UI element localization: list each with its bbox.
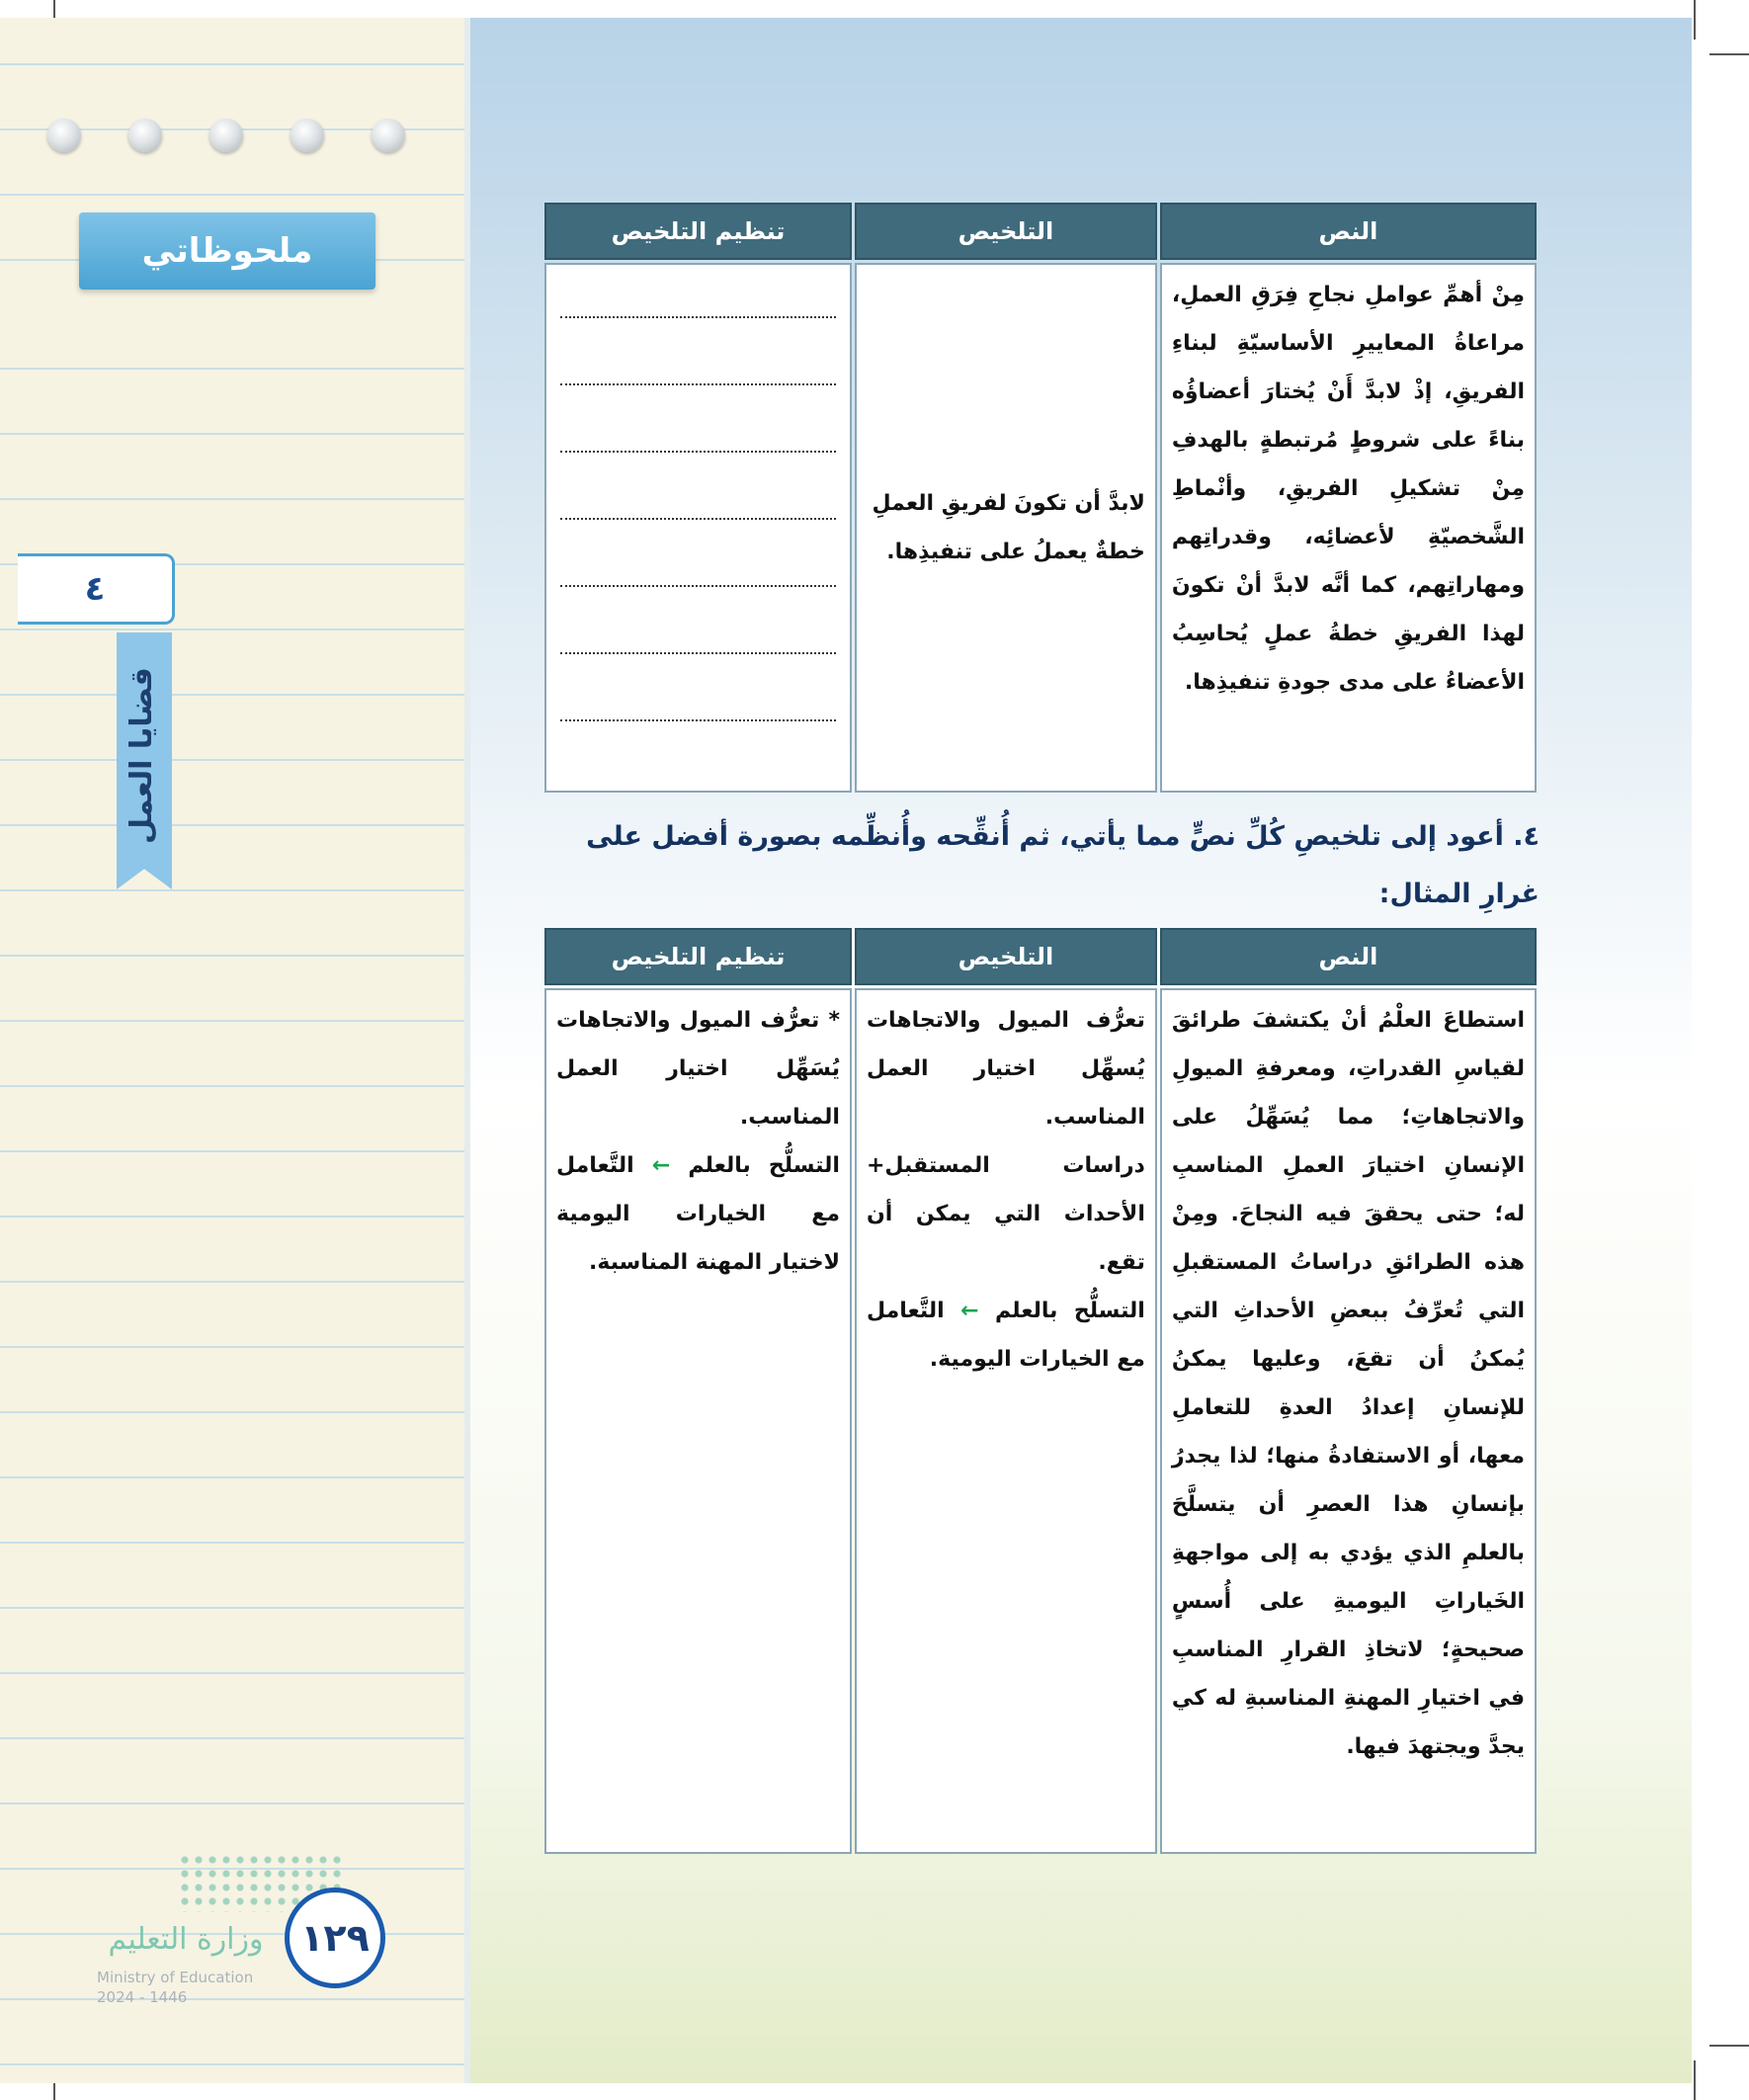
header-text: النص — [1160, 928, 1537, 985]
summary-point: دراسات المستقبل+ الأحداث التي يمكن أن تقع. — [866, 1153, 1145, 1275]
organization-cell — [544, 263, 852, 793]
organization-point-part: التَّعامل مع الخيارات اليومية لاختيار المهنة المناسبة. — [556, 1153, 840, 1275]
header-summary: التلخيص — [855, 203, 1157, 260]
crop-mark — [1709, 2045, 1749, 2047]
crop-mark — [1694, 0, 1696, 40]
text-cell: مِنْ أهمِّ عواملِ نجاحِ فِرَقِ العملِ، مراعاةُ المعاييرِ الأساسيّةِ لبناءِ الفريقِ، إذْ لابدَّ أَنْ يُختارَ أعضاؤُه بناءً على شروطٍ مُرتبطةٍ بالهدفِ مِنْ تشكيلِ الفريقِ، وأنْماطِ الشَّخصيّةِ لأعضائِه، وقدراتِهم ومهاراتِهم، كما أنَّه لابدَّ أنْ تكونَ لهذا الفريقِ خطةُ عملٍ يُحاسِبُ الأعضاءُ على مدى جودةِ تنفيذِها. — [1160, 263, 1537, 793]
ministry-year: 2024 - 1446 — [97, 1988, 188, 2006]
organization-point: * تعرُّف الميول والاتجاهات يُسَهِّل اختيار العمل المناسب. — [556, 1008, 840, 1130]
blank-answer-line[interactable] — [560, 405, 836, 453]
blank-answer-line[interactable] — [560, 472, 836, 520]
summary-table-2 — [541, 925, 1540, 1857]
exercise-instruction: ٤. أعود إلى تلخيصِ كُلِّ نصٍّ مما يأتي، ثم أُنقِّحه وأُنظِّمه بصورة أفضل على غرارِ المثال: — [586, 821, 1540, 909]
blank-answer-line[interactable] — [560, 271, 836, 318]
binder-ring — [128, 119, 162, 152]
notes-strip — [0, 18, 470, 2083]
unit-title: قضايا العمل — [125, 667, 159, 845]
table-row — [544, 263, 1537, 793]
header-organization: تنظيم التلخيص — [544, 203, 852, 260]
table-header-row — [544, 203, 1537, 260]
blank-answer-line[interactable] — [560, 540, 836, 587]
blank-answer-line[interactable] — [560, 674, 836, 721]
header-text: النص — [1160, 203, 1537, 260]
crop-mark — [1709, 53, 1749, 55]
arrow-left-icon: ← — [651, 1153, 671, 1178]
page-number: ١٢٩ — [285, 1888, 385, 1988]
summary-point-part: التَّعامل مع الخيارات اليومية. — [866, 1299, 1145, 1372]
summary-cell — [855, 988, 1157, 1854]
blank-answer-line[interactable] — [560, 607, 836, 654]
table-header-row — [544, 928, 1537, 985]
header-organization: تنظيم التلخيص — [544, 928, 852, 985]
blank-answer-line[interactable] — [560, 338, 836, 385]
header-summary: التلخيص — [855, 928, 1157, 985]
summary-table-1 — [541, 200, 1540, 796]
summary-point: تعرُّف الميول والاتجاهات يُسهِّل اختيار العمل المناسب. — [866, 1008, 1145, 1130]
arrow-left-icon: ← — [960, 1299, 979, 1323]
organization-point-part: التسلُّح بالعلم — [688, 1153, 840, 1178]
binder-ring — [372, 119, 405, 152]
binder-ring — [291, 119, 324, 152]
binder-ring — [47, 119, 81, 152]
summary-point — [867, 1287, 1145, 1384]
table-row — [544, 988, 1537, 1854]
notes-label: ملحوظاتي — [79, 212, 375, 290]
ministry-name-english: Ministry of Education — [97, 1969, 254, 1986]
summary-point-part: التسلُّح بالعلم — [994, 1299, 1145, 1323]
organization-point — [556, 1141, 840, 1287]
binder-ring — [209, 119, 243, 152]
text-cell: استطاعَ العلْمُ أنْ يكتشفَ طرائقَ لقياسِ القدراتِ، ومعرفةِ الميولِ والاتجاهاتِ؛ مما يُسَهِّلُ على الإنسانِ اختيارَ العملِ المناسبِ له؛ حتى يحققَ فيه النجاحَ. ومِنْ هذه الطرائقِ دراساتُ المستقبلِ التي تُعرِّفُ ببعضِ الأحداثِ التي يُمكنُ أن تقعَ، وعليها يمكنُ للإنسانِ إعدادُ العدةِ للتعاملِ معها، أو الاستفادةُ منها؛ لذا يجدرُ بإنسانِ هذا العصرِ أن يتسلَّحَ بالعلمِ الذي يؤدي به إلى مواجهةِ الخَياراتِ اليوميةِ على أُسسٍ صحيحةٍ؛ لاتخاذِ القرارِ المناسبِ في اختيارِ المهنةِ المناسبةِ له كي يجدَّ ويجتهدَ فيها. — [1160, 988, 1537, 1854]
ministry-name-arabic: وزارة التعليم — [108, 1922, 264, 1957]
unit-number-tab: ٤ — [18, 553, 175, 625]
crop-mark — [1694, 2060, 1696, 2100]
organization-cell — [544, 988, 852, 1854]
summary-cell: لابدَّ أن تكونَ لفريقِ العملِ خطةٌ يعملُ على تنفيذِها. — [855, 263, 1157, 793]
